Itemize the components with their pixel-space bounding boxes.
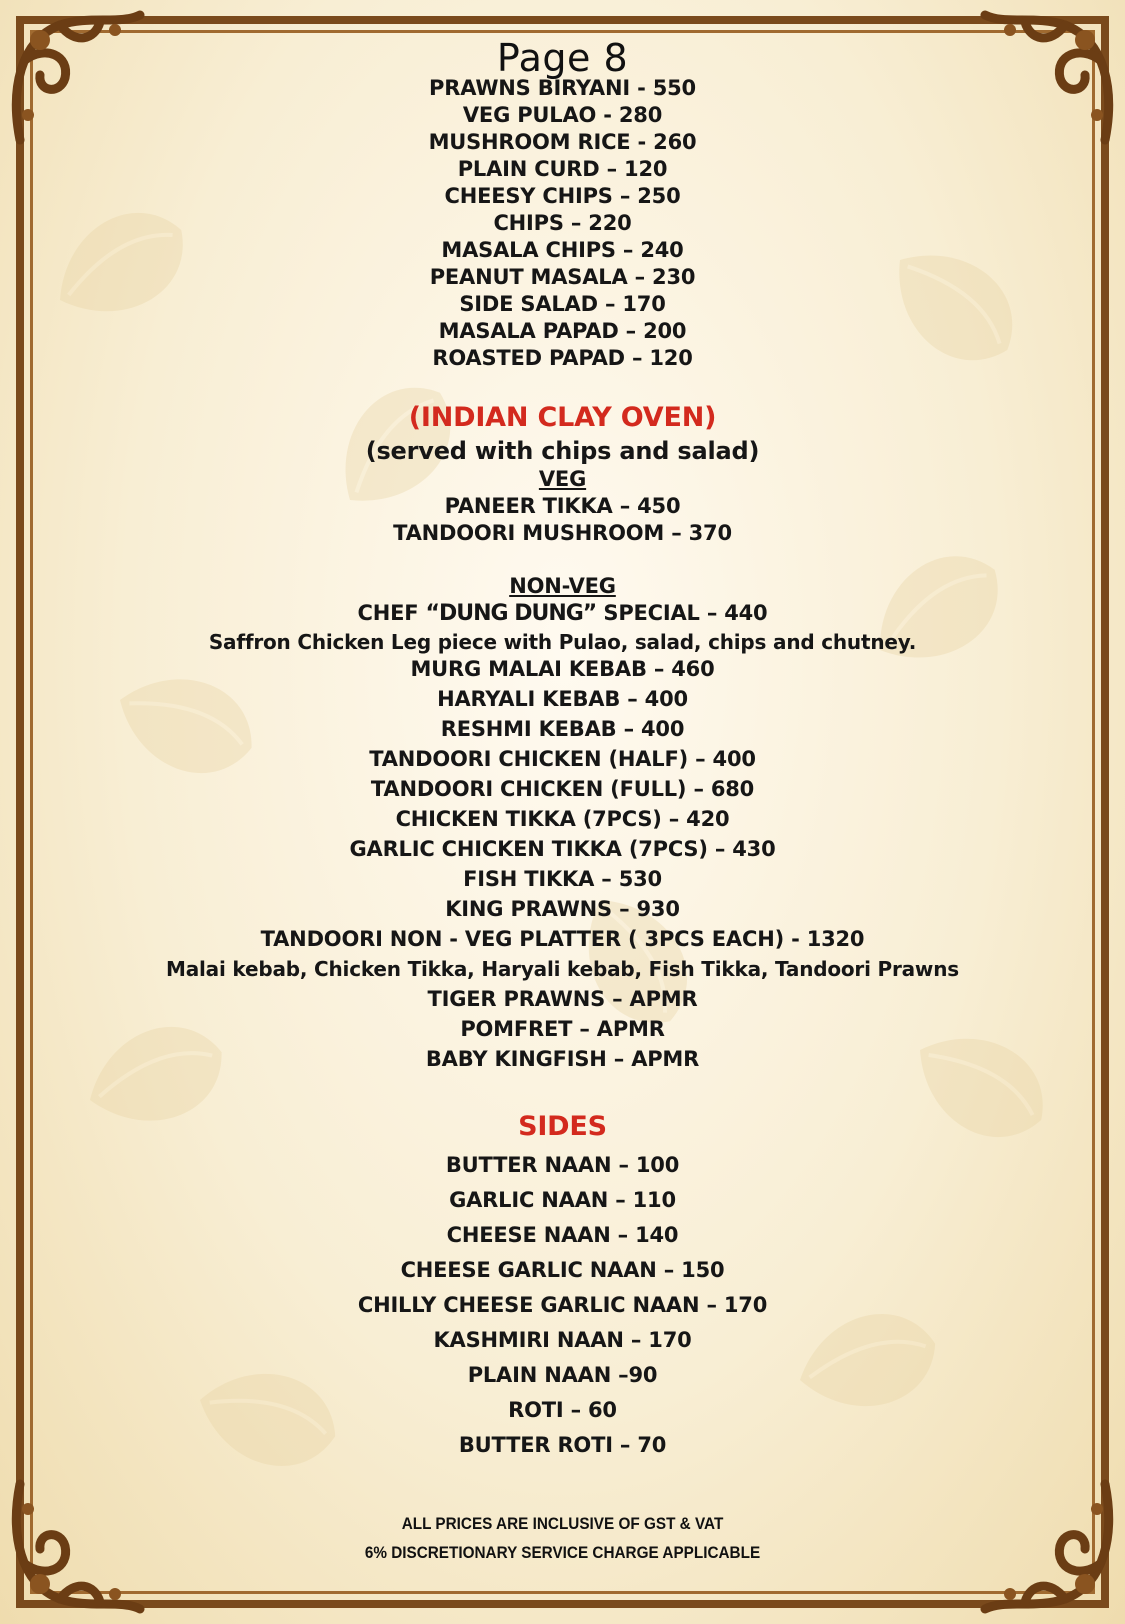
chef-special-name: “DUNG DUNG” [425, 601, 597, 626]
menu-item: MASALA PAPAD – 200 [438, 319, 687, 343]
veg-label: VEG [538, 467, 587, 491]
menu-item: ROTI – 60 [508, 1398, 617, 1422]
menu-item: POMFRET – APMR [460, 1017, 665, 1041]
menu-item: PLAIN NAAN –90 [467, 1363, 658, 1387]
menu-item: TANDOORI MUSHROOM – 370 [393, 521, 732, 545]
menu-item: CHEESY CHIPS – 250 [444, 184, 681, 208]
menu-item: BABY KINGFISH – APMR [425, 1047, 700, 1071]
footer-service-charge: 6% DISCRETIONARY SERVICE CHARGE APPLICABLE [364, 1543, 761, 1562]
chef-special-price: SPECIAL – 440 [596, 601, 768, 625]
menu-item: TANDOORI NON - VEG PLATTER ( 3PCS EACH) - 1320 [260, 927, 865, 951]
section-heading-clay-oven: (INDIAN CLAY OVEN) [408, 402, 717, 433]
menu-item: MURG MALAI KEBAB – 460 [410, 657, 715, 681]
menu-item: FISH TIKKA – 530 [463, 867, 662, 891]
menu-item: CHEESE NAAN – 140 [446, 1223, 679, 1247]
menu-item: BUTTER ROTI – 70 [458, 1433, 667, 1457]
page-label: Page 8 [496, 36, 629, 80]
menu-item: PRAWNS BIRYANI - 550 [429, 76, 696, 100]
chef-special-prefix: CHEF [357, 601, 426, 625]
menu-item: HARYALI KEBAB – 400 [437, 687, 688, 711]
menu-item: GARLIC CHICKEN TIKKA (7PCS) – 430 [349, 837, 776, 861]
menu-item: CHIPS – 220 [493, 211, 632, 235]
menu-item: CHILLY CHEESE GARLIC NAAN – 170 [357, 1293, 768, 1317]
menu-item: PANEER TIKKA – 450 [444, 494, 681, 518]
menu-item: PEANUT MASALA – 230 [429, 265, 696, 289]
menu-item: SIDE SALAD – 170 [459, 292, 666, 316]
section-subheading: (served with chips and salad) [365, 437, 760, 465]
menu-item: ROASTED PAPAD – 120 [432, 346, 693, 370]
menu-item: GARLIC NAAN – 110 [449, 1188, 676, 1212]
menu-item: KASHMIRI NAAN – 170 [433, 1328, 692, 1352]
footer-tax-note: ALL PRICES ARE INCLUSIVE OF GST & VAT [401, 1514, 724, 1533]
menu-item: MASALA CHIPS – 240 [441, 238, 684, 262]
item-description: Malai kebab, Chicken Tikka, Haryali kebab, Fish Tikka, Tandoori Prawns [166, 957, 959, 981]
menu-item: BUTTER NAAN – 100 [445, 1153, 680, 1177]
menu-item: TANDOORI CHICKEN (FULL) – 680 [370, 777, 755, 801]
item-description: Saffron Chicken Leg piece with Pulao, salad, chips and chutney. [208, 630, 917, 654]
nonveg-label: NON-VEG [509, 574, 616, 598]
menu-item: TANDOORI CHICKEN (HALF) – 400 [369, 747, 756, 771]
chef-special-item [0, 601, 1125, 626]
menu-item: PLAIN CURD – 120 [457, 157, 668, 181]
menu-item: MUSHROOM RICE - 260 [428, 130, 697, 154]
menu-item: CHEESE GARLIC NAAN – 150 [400, 1258, 725, 1282]
menu-item: TIGER PRAWNS – APMR [427, 987, 698, 1011]
menu-item: VEG PULAO - 280 [462, 103, 663, 127]
menu-item: KING PRAWNS – 930 [445, 897, 680, 921]
section-heading-sides: SIDES [518, 1111, 607, 1142]
menu-item: RESHMI KEBAB – 400 [440, 717, 685, 741]
menu-item: CHICKEN TIKKA (7PCS) – 420 [395, 807, 730, 831]
